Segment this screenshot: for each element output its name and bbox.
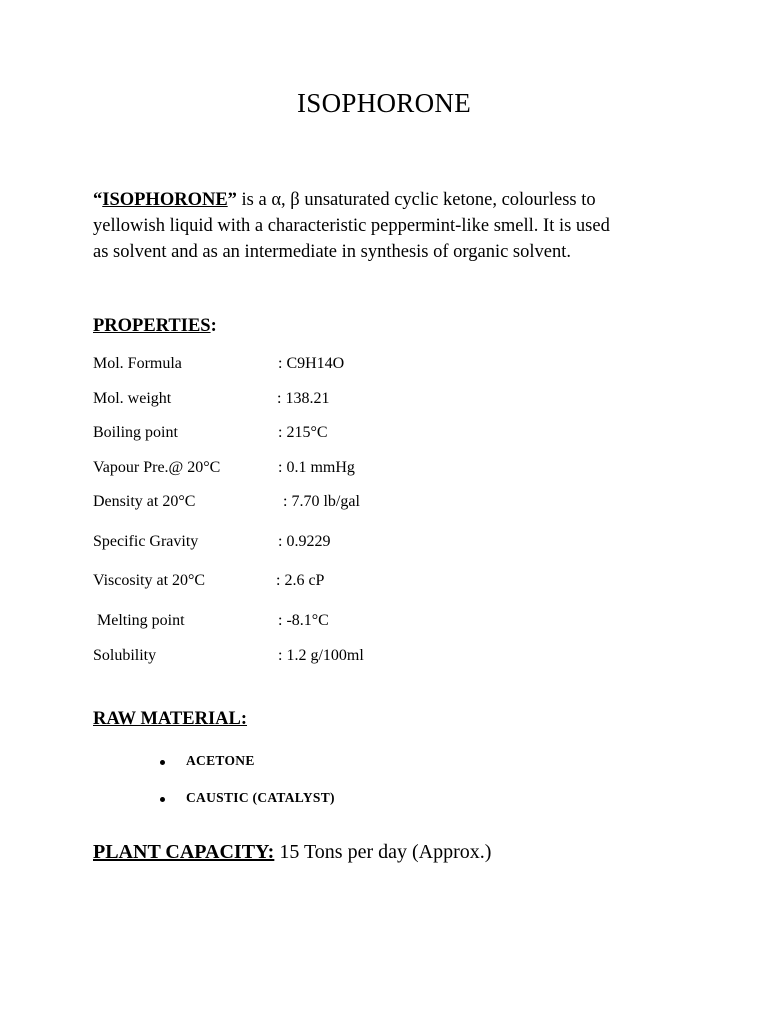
intro-line-1 [93, 187, 703, 213]
intro-term [93, 190, 237, 210]
property-row-formula [93, 355, 653, 377]
property-label: Mol. Formula [93, 355, 182, 372]
property-value: : 0.9229 [278, 533, 331, 550]
property-label: Solubility [93, 647, 157, 664]
property-label: Specific Gravity [93, 533, 199, 550]
property-row-density [93, 493, 653, 515]
raw-material-item-text: CAUSTIC (CATALYST) [186, 790, 335, 805]
property-row-vapour-pressure [93, 459, 653, 481]
raw-material-heading [93, 709, 247, 730]
property-label: Melting point [93, 612, 185, 629]
raw-material-item-text: ACETONE [186, 753, 255, 768]
properties-heading [93, 316, 217, 337]
bullet-icon [160, 760, 165, 765]
property-value: : 138.21 [277, 390, 330, 407]
property-row-weight [93, 390, 653, 412]
plant-capacity-label: PLANT CAPACITY: [93, 841, 275, 863]
quote-close: ” [227, 190, 237, 210]
properties-heading-colon: : [210, 316, 217, 336]
property-row-melting-point [93, 612, 653, 634]
property-row-specific-gravity [93, 533, 653, 555]
property-row-boiling-point [93, 424, 653, 446]
intro-line-2: yellowish liquid with a characteristic peppermint-like smell. It is used [93, 216, 610, 236]
quote-open: “ [93, 190, 103, 210]
property-value: : 1.2 g/100ml [278, 647, 364, 664]
intro-paragraph [93, 187, 703, 265]
property-label: Density at 20°C [93, 493, 196, 510]
page-title: ISOPHORONE [296, 88, 472, 118]
property-row-viscosity [93, 572, 653, 594]
intro-term-word: ISOPHORONE [102, 190, 228, 210]
property-label: Mol. weight [93, 390, 172, 407]
intro-line-3: as solvent and as an intermediate in synthesis of organic solvent. [93, 242, 571, 262]
property-label: Viscosity at 20°C [93, 572, 206, 589]
property-value: : C9H14O [278, 355, 345, 372]
intro-line-1-rest: is a α, β unsaturated cyclic ketone, colourless to [236, 190, 596, 210]
property-label: Boiling point [93, 424, 178, 441]
property-value: : 215°C [278, 424, 328, 441]
property-value: : 0.1 mmHg [278, 459, 355, 476]
property-label: Vapour Pre.@ 20°C [93, 459, 221, 476]
plant-capacity [93, 841, 491, 864]
property-value: : 7.70 lb/gal [283, 493, 360, 510]
plant-capacity-value: 15 Tons per day (Approx.) [274, 841, 492, 863]
raw-material-heading-text: RAW MATERIAL: [93, 709, 248, 729]
property-value: : -8.1°C [278, 612, 329, 629]
property-row-solubility [93, 647, 653, 669]
bullet-icon [160, 797, 165, 802]
property-value: : 2.6 cP [276, 572, 325, 589]
properties-heading-text: PROPERTIES [93, 316, 211, 336]
